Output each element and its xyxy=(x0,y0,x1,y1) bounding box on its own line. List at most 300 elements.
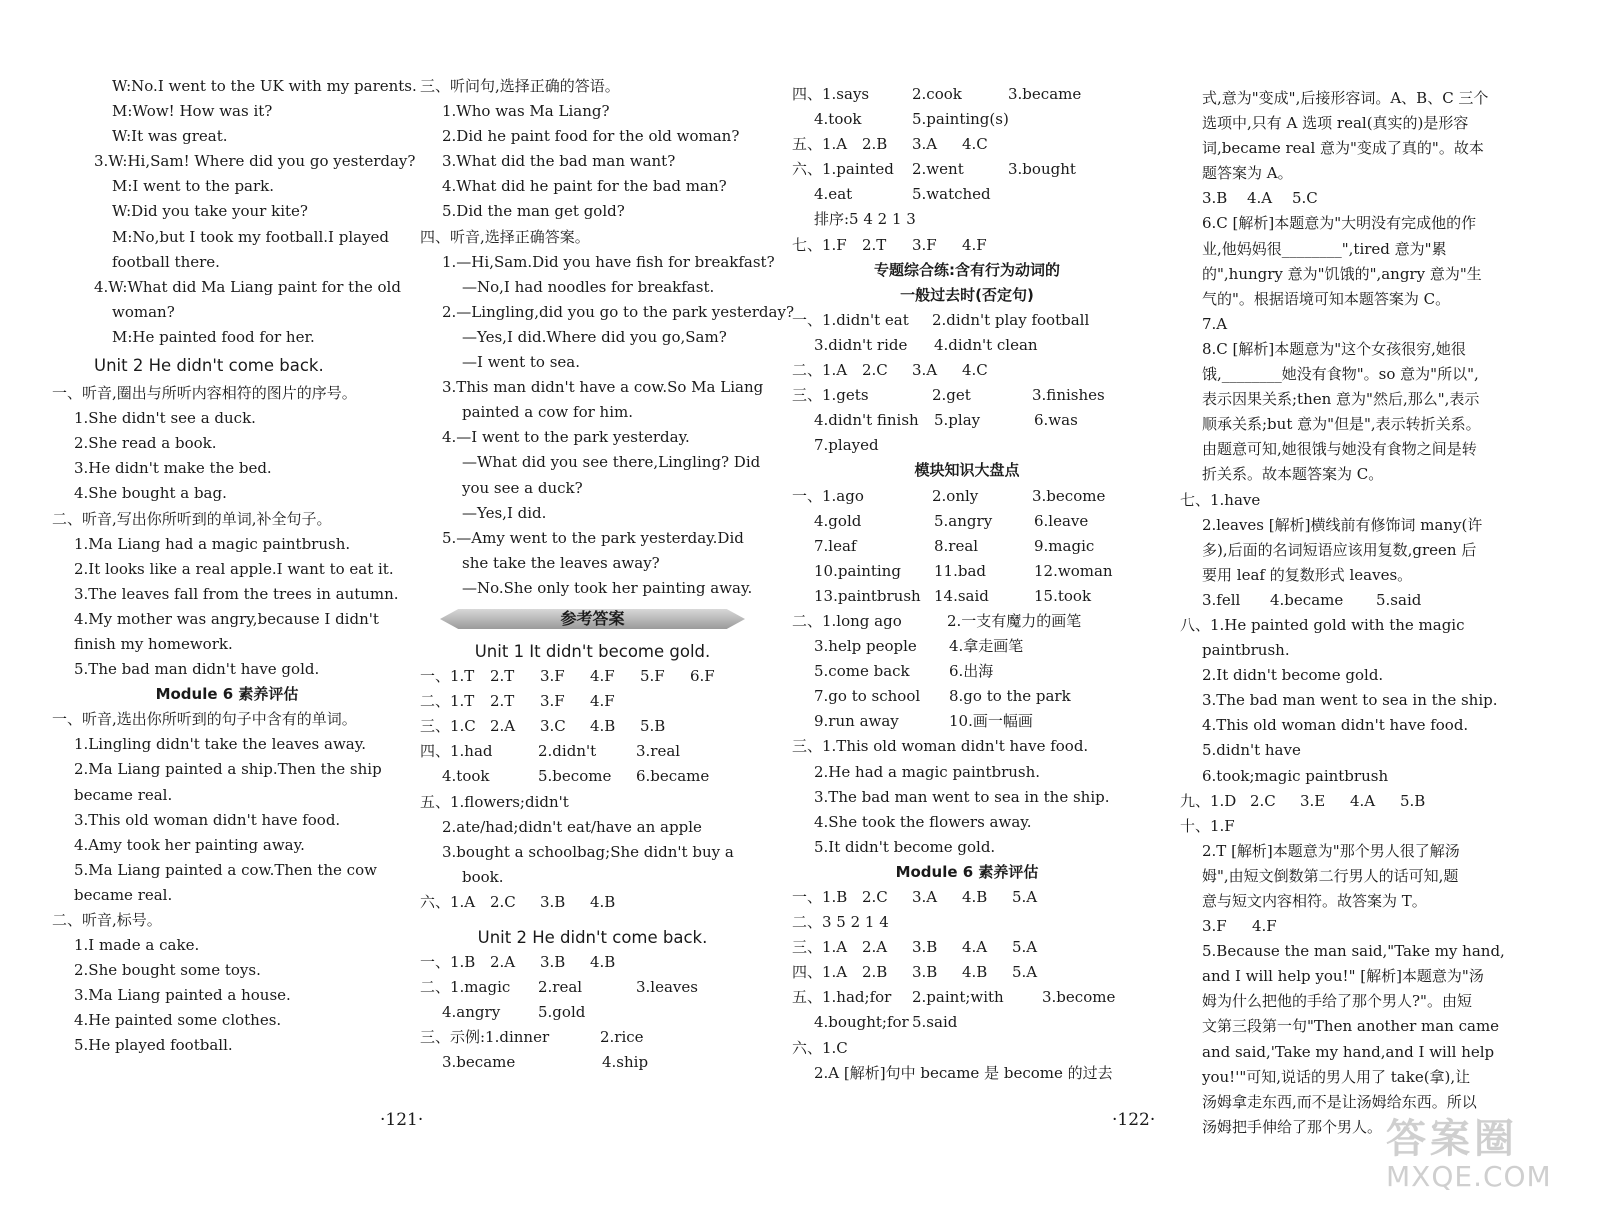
answer-row xyxy=(792,709,1142,734)
text-line: 业,他妈妈很________",tired 意为"累 xyxy=(1202,239,1447,258)
answer-item: 5.gold xyxy=(538,1003,586,1022)
text-line: became real. xyxy=(74,785,173,804)
answer-item: 二、1.long ago xyxy=(792,611,902,630)
section-heading: Module 6 素养评估 xyxy=(155,685,299,704)
answer-row xyxy=(420,764,765,789)
text-line: 由题意可知,她很饿与她没有食物之间是转 xyxy=(1202,440,1477,459)
answer-item: 4.became xyxy=(1270,590,1344,609)
answer-item: 4.B xyxy=(590,892,616,911)
answer-item: 5.A xyxy=(1012,963,1038,982)
text-line: 二、听音,写出你所听到的单词,补全句子。 xyxy=(52,509,332,528)
answer-item: 四、1.says xyxy=(792,85,870,103)
answer-row xyxy=(792,82,1142,107)
text-line: —No.She only took her painting away. xyxy=(462,578,753,597)
text-line: 要用 leaf 的复数形式 leaves。 xyxy=(1202,565,1413,584)
text-line: 5.It didn't become gold. xyxy=(814,837,996,856)
text-line: 5.Did the man get gold? xyxy=(442,202,625,221)
text-line: 4.This old woman didn't have food. xyxy=(1202,716,1469,735)
answer-item: 6.became xyxy=(636,767,710,786)
answer-item: 4.C xyxy=(962,361,988,380)
answer-item: 6.F xyxy=(690,667,715,686)
text-line: 2.—Lingling,did you go to the park yesterday? xyxy=(442,302,794,321)
answer-row xyxy=(792,634,1142,659)
answer-item: 4.A xyxy=(1247,189,1273,208)
answer-item: 4.A xyxy=(1350,791,1376,810)
text-line: 3.This man didn't have a cow.So Ma Liang xyxy=(442,378,764,397)
answer-item: 三、1.C xyxy=(420,717,476,736)
answer-row xyxy=(420,739,765,764)
answer-item: 2.B xyxy=(862,963,888,982)
answer-item: 4.B xyxy=(962,888,988,906)
text-line: 3.Ma Liang painted a house. xyxy=(74,986,291,1005)
answer-item: 5.B xyxy=(1400,791,1426,810)
text-line: 2.He had a magic paintbrush. xyxy=(814,762,1041,781)
text-line: 4.What did he paint for the bad man? xyxy=(442,177,727,196)
text-line: —What did you see there,Lingling? Did xyxy=(462,453,761,472)
text-line: 4.She bought a bag. xyxy=(74,484,227,503)
answer-item: 5.A xyxy=(1012,938,1038,957)
text-line: 八、1.He painted gold with the magic xyxy=(1180,615,1465,634)
answer-item: 3.became xyxy=(1008,85,1082,103)
answer-item: 4.拿走画笔 xyxy=(949,637,1024,656)
answer-row xyxy=(792,584,1142,609)
text-line: finish my homework. xyxy=(74,634,233,653)
answer-item: 六、1.A xyxy=(420,892,476,911)
answer-item: 3.become xyxy=(1042,988,1116,1007)
answer-row xyxy=(420,950,765,975)
text-line: you see a duck? xyxy=(462,478,583,497)
page-number-left: ·121· xyxy=(380,1110,424,1130)
text-line: 顺承关系;but 意为"但是",表示转折关系。 xyxy=(1202,415,1481,434)
answer-item: 二、1.T xyxy=(420,692,475,711)
text-line: M:Wow! How was it? xyxy=(112,102,273,121)
answer-item: 3.A xyxy=(912,888,938,906)
answer-item: 3.B xyxy=(540,892,566,911)
answer-row xyxy=(420,714,765,739)
text-line: 1.—Hi,Sam.Did you have fish for breakfast? xyxy=(442,252,775,271)
answer-item: 3.B xyxy=(912,963,938,982)
answer-item: 4.A xyxy=(962,938,988,957)
answer-item: 11.bad xyxy=(934,561,987,580)
text-line: 6.C [解析]本题意为"大明没有完成他的作 xyxy=(1202,214,1477,233)
text-line: 三、听问句,选择正确的答语。 xyxy=(420,77,620,95)
answer-item: 二、1.A xyxy=(792,361,848,380)
answer-row xyxy=(792,684,1142,709)
answer-item: 3.finishes xyxy=(1032,386,1105,405)
text-line: 5.Because the man said,"Take my hand, xyxy=(1202,942,1505,961)
answer-item: 2.only xyxy=(932,486,979,505)
answer-item: 4.eat xyxy=(814,185,853,204)
text-line: 饿,________她没有食物"。so 意为"所以", xyxy=(1202,365,1479,384)
answer-item: 8.real xyxy=(934,536,979,555)
text-line: 5.didn't have xyxy=(1202,741,1301,760)
answer-row xyxy=(792,308,1142,333)
watermark-title: 答案圈 xyxy=(1386,1116,1518,1162)
answer-item: 6.出海 xyxy=(949,662,994,681)
answer-item: 14.said xyxy=(934,586,989,605)
answer-item: 3.B xyxy=(540,953,566,972)
text-line: paintbrush. xyxy=(1202,641,1290,660)
answer-item: 2.cook xyxy=(912,85,962,103)
text-line: 十、1.F xyxy=(1180,816,1235,835)
answer-item: 4.F xyxy=(590,667,615,686)
left-page-column-1 xyxy=(52,74,417,1059)
answer-item: 8.go to the park xyxy=(949,687,1071,706)
answer-item: 2.A xyxy=(862,938,888,957)
text-line xyxy=(420,915,765,925)
answer-item: 9.magic xyxy=(1034,536,1095,555)
text-line: 5.Ma Liang painted a cow.Then the cow xyxy=(74,860,377,879)
text-line: and I will help you!" [解析]本题意为"汤 xyxy=(1202,967,1484,986)
text-line: 4.Amy took her painting away. xyxy=(74,835,305,854)
text-line: 2.She bought some toys. xyxy=(74,961,261,980)
answer-item: 3.B xyxy=(1202,189,1228,208)
text-line: 二、3 5 2 1 4 xyxy=(792,913,889,932)
answer-row xyxy=(792,107,1142,132)
answer-row xyxy=(1180,588,1540,613)
text-line: 3.The bad man went to sea in the ship. xyxy=(1202,691,1498,710)
text-line: 3.W:Hi,Sam! Where did you go yesterday? xyxy=(94,152,416,171)
text-line: she take the leaves away? xyxy=(462,553,660,572)
answer-item: 2.paint;with xyxy=(912,988,1004,1007)
answer-item: 2.C xyxy=(862,888,888,906)
answer-item: 三、1.gets xyxy=(792,386,869,405)
text-line: 五、1.flowers;didn't xyxy=(420,792,569,811)
answer-item: 6.leave xyxy=(1034,511,1089,530)
answer-item: 一、1.B xyxy=(420,953,476,972)
answer-item: 4.ship xyxy=(602,1053,649,1072)
text-line: woman? xyxy=(112,302,175,321)
text-line: 2.It didn't become gold. xyxy=(1202,666,1384,685)
section-heading: 模块知识大盘点 xyxy=(914,461,1020,480)
answer-item: 4.gold xyxy=(814,511,862,530)
answer-item: 5.C xyxy=(1292,189,1318,208)
answer-item: 2.rice xyxy=(600,1028,644,1047)
answer-row xyxy=(420,1000,765,1025)
answer-key-section xyxy=(420,639,765,1076)
right-page-column-2 xyxy=(1180,86,1540,1140)
answer-item: 7.played xyxy=(814,436,879,455)
text-line: 2.A [解析]句中 became 是 become 的过去 xyxy=(814,1063,1113,1082)
answer-row xyxy=(792,509,1142,534)
answer-item: 3.didn't ride xyxy=(814,335,908,354)
text-line: 3.The leaves fall from the trees in autumn. xyxy=(74,584,399,603)
answer-item: 3.real xyxy=(636,742,681,761)
answer-item: 7.leaf xyxy=(814,536,857,555)
answer-item: 5.become xyxy=(538,767,612,786)
answer-item: 2.一支有魔力的画笔 xyxy=(947,611,1082,630)
text-line: 的",hungry 意为"饥饿的",angry 意为"生 xyxy=(1202,264,1482,283)
answer-row xyxy=(1180,914,1540,939)
text-line: you!'"可知,说话的男人用了 take(拿),让 xyxy=(1202,1067,1471,1086)
answer-row xyxy=(792,1010,1142,1035)
answer-row xyxy=(792,609,1142,634)
answer-item: 5.A xyxy=(1012,888,1038,906)
text-line: 5.—Amy went to the park yesterday.Did xyxy=(442,528,744,547)
text-line: 1.I made a cake. xyxy=(74,936,200,955)
answer-row xyxy=(792,157,1142,182)
answer-row xyxy=(792,433,1142,458)
banner-title: 参考答案 xyxy=(560,608,625,628)
answer-item: 3.F xyxy=(540,667,565,686)
answer-item: 2.get xyxy=(932,386,971,405)
answer-row xyxy=(420,1025,765,1050)
text-line: 3.He didn't make the bed. xyxy=(74,459,272,478)
text-line: M:No,but I took my football.I played xyxy=(112,227,390,246)
answer-key-banner xyxy=(420,605,765,633)
answer-item: 九、1.D xyxy=(1180,791,1237,810)
answer-item: 9.run away xyxy=(814,712,899,731)
answer-item: 2.B xyxy=(862,135,888,154)
text-line: 2.She read a book. xyxy=(74,434,217,453)
section-heading: Unit 2 He didn't come back. xyxy=(477,928,708,947)
text-line: 2.ate/had;didn't eat/have an apple xyxy=(442,817,702,836)
answer-item: 3.B xyxy=(912,938,938,957)
answer-item: 3.F xyxy=(1202,917,1227,936)
text-line: 汤姆把手伸给了那个男人。 xyxy=(1202,1117,1383,1136)
answer-row xyxy=(1180,186,1540,211)
answer-row xyxy=(792,358,1142,383)
answer-item: 2.C xyxy=(862,361,888,380)
text-line: 1.She didn't see a duck. xyxy=(74,409,256,428)
text-line: 4.She took the flowers away. xyxy=(814,812,1032,831)
text-line: 式,意为"变成",后接形容词。A、B、C 三个 xyxy=(1202,89,1489,107)
answer-item: 4.C xyxy=(962,135,988,154)
answer-item: 一、1.didn't eat xyxy=(792,310,909,329)
answer-item: 5.play xyxy=(934,411,981,430)
answer-row xyxy=(792,935,1142,960)
text-line: book. xyxy=(462,867,504,886)
section-heading: Module 6 素养评估 xyxy=(895,862,1039,881)
text-line: 3.bought a schoolbag;She didn't buy a xyxy=(442,842,734,861)
text-line: 1.Lingling didn't take the leaves away. xyxy=(74,735,366,754)
answer-row xyxy=(792,484,1142,509)
text-line: 意与短文内容相符。故答案为 T。 xyxy=(1202,892,1427,910)
watermark-logo xyxy=(1386,1116,1576,1198)
text-line: 4.My mother was angry,because I didn't xyxy=(74,609,379,628)
text-line: 2.Ma Liang painted a ship.Then the ship xyxy=(74,760,382,779)
text-line: W:It was great. xyxy=(112,127,228,146)
text-line: 4.He painted some clothes. xyxy=(74,1011,282,1030)
text-line: 汤姆拿走东西,而不是让汤姆给东西。所以 xyxy=(1202,1092,1477,1111)
answer-item: 2.didn't play football xyxy=(932,310,1090,329)
text-line: 2.Did he paint food for the old woman? xyxy=(442,127,740,146)
section-heading: 一般过去时(否定句) xyxy=(900,285,1034,304)
text-line: 七、1.have xyxy=(1180,490,1261,509)
answer-item: 2.real xyxy=(538,978,583,997)
text-line: 姆为什么把他的手给了那个男人?"。由短 xyxy=(1202,992,1472,1011)
answer-item: 2.A xyxy=(490,953,516,972)
listening-script-section xyxy=(420,74,794,601)
answer-item: 六、1.painted xyxy=(792,160,894,179)
answer-item: 3.A xyxy=(912,135,938,154)
text-line: 5.He played football. xyxy=(74,1036,233,1055)
answer-item: 3.bought xyxy=(1008,160,1076,179)
answer-item: 五、1.had;for xyxy=(792,988,892,1007)
answer-item: 三、示例:1.dinner xyxy=(420,1028,550,1047)
answer-item: 2.T xyxy=(862,235,887,254)
answer-row xyxy=(792,408,1142,433)
answer-item: 2.went xyxy=(912,160,964,179)
answer-row xyxy=(792,383,1142,408)
answer-item: 4.B xyxy=(590,953,616,972)
text-line: 3.The bad man went to sea in the ship. xyxy=(814,787,1110,806)
answer-row xyxy=(420,975,765,1000)
answer-item: 4.didn't finish xyxy=(814,411,919,430)
answer-item: 3.fell xyxy=(1202,590,1241,609)
text-line: 7.A xyxy=(1202,314,1228,333)
answer-item: 5.said xyxy=(912,1013,958,1032)
answer-row xyxy=(420,890,765,915)
answer-item: 13.paintbrush xyxy=(814,586,921,605)
answer-item: 3.C xyxy=(540,717,566,736)
text-line: 6.took;magic paintbrush xyxy=(1202,766,1389,785)
answer-row xyxy=(420,1050,765,1075)
page-number-right: ·122· xyxy=(1112,1110,1156,1130)
answer-item: 6.was xyxy=(1034,411,1078,430)
text-line: 3.What did the bad man want? xyxy=(442,152,676,171)
answer-item: 3.A xyxy=(912,361,938,380)
answer-row xyxy=(792,182,1142,207)
answer-item: 10.画一幅画 xyxy=(949,712,1033,731)
answer-item: 5.said xyxy=(1376,590,1422,609)
text-line: 2.It looks like a real apple.I want to eat it. xyxy=(74,559,394,578)
answer-item: 5.angry xyxy=(934,511,993,530)
answer-item: 7.go to school xyxy=(814,687,921,706)
text-line: 一、听音,圈出与所听内容相符的图片的序号。 xyxy=(52,384,357,403)
answer-row xyxy=(792,985,1142,1010)
text-line: 多),后面的名词短语应该用复数,green 后 xyxy=(1202,540,1477,559)
answer-item: 4.didn't clean xyxy=(934,335,1038,354)
answer-item: 5.watched xyxy=(912,185,991,204)
text-line: 姆",由短文倒数第二行男人的话可知,题 xyxy=(1202,866,1459,885)
text-line: 8.C [解析]本题意为"这个女孩很穷,她很 xyxy=(1202,339,1466,358)
answer-item: 3.became xyxy=(442,1053,516,1072)
answer-row xyxy=(792,333,1142,358)
answer-item: 2.T xyxy=(490,692,515,711)
answer-item: 4.F xyxy=(962,235,987,254)
left-page-column-2 xyxy=(420,74,794,1076)
answer-item: 4.F xyxy=(1252,917,1277,936)
text-line: painted a cow for him. xyxy=(462,403,633,422)
answer-item: 5.F xyxy=(640,667,665,686)
section-heading: Unit 1 It didn't become gold. xyxy=(474,641,711,661)
text-line: 词,became real 意为"变成了真的"。故本 xyxy=(1202,139,1484,158)
section-heading: 专题综合练:含有行为动词的 xyxy=(874,260,1060,279)
answer-item: 四、1.A xyxy=(792,963,848,982)
answer-item: 3.help people xyxy=(814,637,917,656)
answer-item: 一、1.B xyxy=(792,888,848,906)
answer-item: 2.T xyxy=(490,667,515,686)
text-line: 折关系。故本题答案为 C。 xyxy=(1202,465,1384,484)
answer-item: 4.angry xyxy=(442,1003,501,1022)
right-page-column-1 xyxy=(792,82,1142,1086)
answer-item: 4.F xyxy=(590,692,615,711)
text-line: W:No.I went to the UK with my parents. xyxy=(112,77,417,95)
answer-item: 三、1.A xyxy=(792,938,848,957)
text-line: M:He painted food for her. xyxy=(112,327,315,346)
text-line: 2.T [解析]本题意为"那个男人很了解汤 xyxy=(1202,841,1460,860)
answer-row xyxy=(792,885,1142,910)
text-line: 1.Who was Ma Liang? xyxy=(442,102,610,121)
text-line: 4.W:What did Ma Liang paint for the old xyxy=(94,277,401,296)
answer-item: 4.took xyxy=(814,110,862,129)
text-line: 六、1.C xyxy=(792,1038,848,1057)
text-line: 选项中,只有 A 选项 real(真实的)是形容 xyxy=(1202,114,1469,133)
answer-item: 二、1.magic xyxy=(420,978,511,997)
text-line: —I went to sea. xyxy=(462,353,580,372)
text-line: 文第三段第一句"Then another man came xyxy=(1202,1017,1500,1036)
text-line: 四、听音,选择正确答案。 xyxy=(420,227,590,246)
answer-item: 2.A xyxy=(490,717,516,736)
text-line: football there. xyxy=(112,252,220,271)
answer-item: 一、1.T xyxy=(420,667,475,686)
answer-row xyxy=(420,689,765,714)
answer-row xyxy=(792,534,1142,559)
answer-item: 3.F xyxy=(912,235,937,254)
answer-item: 5.come back xyxy=(814,662,910,681)
answer-item: 10.painting xyxy=(814,561,901,580)
text-line: 三、1.This old woman didn't have food. xyxy=(792,737,1089,756)
text-line: —No,I had noodles for breakfast. xyxy=(462,277,715,296)
text-line: 排序:5 4 2 1 3 xyxy=(814,210,916,229)
section-heading: Unit 2 He didn't come back. xyxy=(94,356,324,376)
watermark-url: MXQE.COM xyxy=(1386,1160,1552,1193)
answer-item: 四、1.had xyxy=(420,742,493,761)
answer-item: 五、1.A xyxy=(792,135,848,154)
answer-item: 2.C xyxy=(490,892,516,911)
answer-item: 3.E xyxy=(1300,791,1326,810)
text-line: 气的"。根据语境可知本题答案为 C。 xyxy=(1202,289,1451,308)
text-line: 2.leaves [解析]横线前有修饰词 many(许 xyxy=(1202,515,1483,534)
answer-row xyxy=(792,960,1142,985)
answer-item: 一、1.ago xyxy=(792,486,864,505)
text-line: became real. xyxy=(74,885,173,904)
answer-item: 4.B xyxy=(590,717,616,736)
answer-item: 5.painting(s) xyxy=(912,110,1009,129)
answer-item: 2.didn't xyxy=(538,742,597,761)
text-line: —Yes,I did. xyxy=(462,503,547,522)
text-line: M:I went to the park. xyxy=(112,177,275,196)
answer-item: 七、1.F xyxy=(792,235,847,254)
answer-row xyxy=(1180,789,1540,814)
answer-item: 2.C xyxy=(1250,791,1276,810)
answer-item: 4.took xyxy=(442,767,490,786)
answer-item: 3.become xyxy=(1032,486,1106,505)
answer-item: 12.woman xyxy=(1034,561,1113,580)
answer-item: 3.F xyxy=(540,692,565,711)
text-line: 3.This old woman didn't have food. xyxy=(74,810,341,829)
text-line: 一、听音,选出你所听到的句子中含有的单词。 xyxy=(52,710,357,729)
answer-row xyxy=(792,659,1142,684)
text-line: and said,'Take my hand,and I will help xyxy=(1202,1042,1495,1061)
answer-row xyxy=(792,559,1142,584)
answer-item: 4.B xyxy=(962,963,988,982)
text-line: 表示因果关系;then 意为"然后,那么",表示 xyxy=(1202,390,1480,409)
text-line: —Yes,I did.Where did you go,Sam? xyxy=(462,327,727,346)
text-line: 题答案为 A。 xyxy=(1202,164,1293,183)
answer-item: 15.took xyxy=(1034,586,1092,605)
text-line: W:Did you take your kite? xyxy=(112,202,308,221)
answer-item: 4.bought;for xyxy=(814,1013,909,1032)
text-line: 5.The bad man didn't have gold. xyxy=(74,660,320,679)
answer-item: 3.leaves xyxy=(636,978,698,997)
answer-row xyxy=(792,132,1142,157)
text-line: 1.Ma Liang had a magic paintbrush. xyxy=(74,534,351,553)
answer-row xyxy=(420,664,765,689)
text-line: 二、听音,标号。 xyxy=(52,911,162,929)
text-line: 4.—I went to the park yesterday. xyxy=(442,428,690,447)
